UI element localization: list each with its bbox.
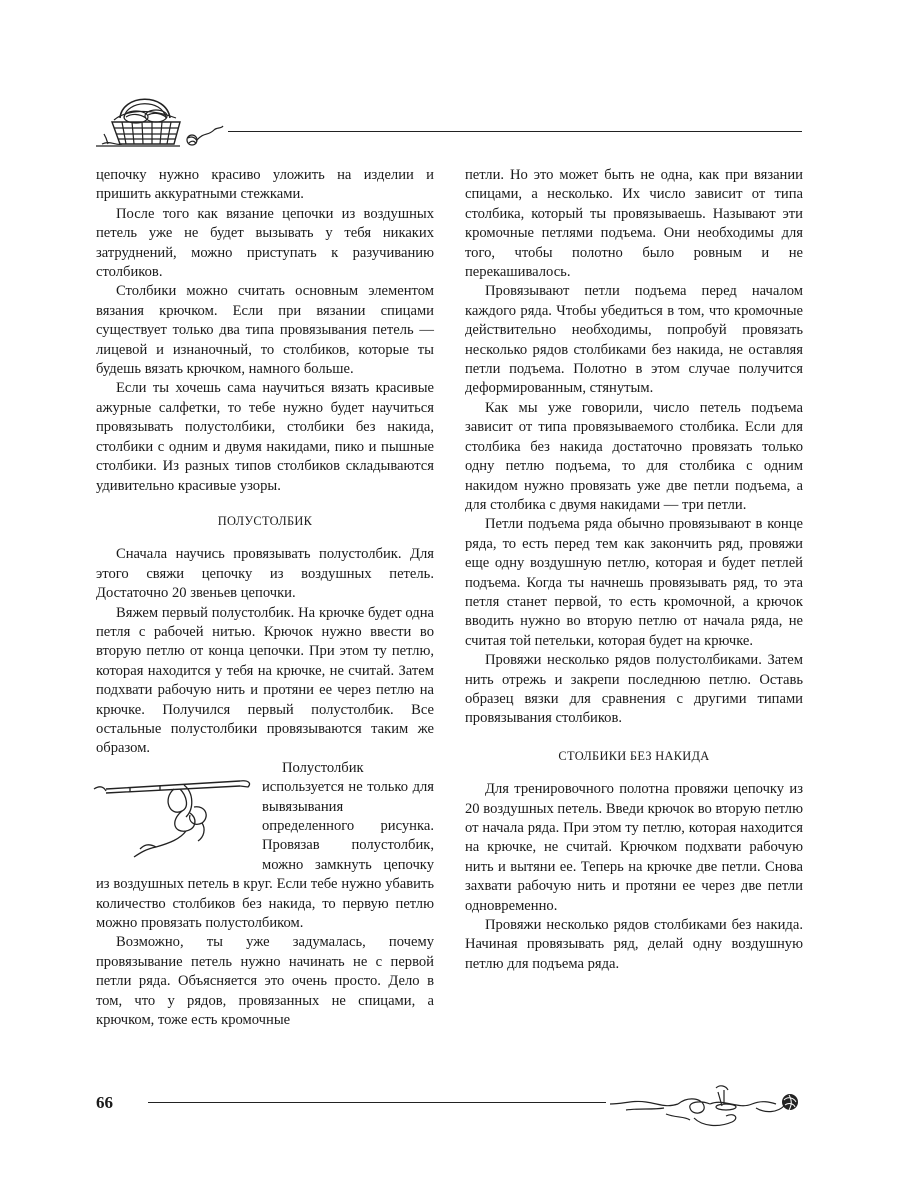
basket-icon	[96, 88, 224, 150]
paragraph: Вяжем первый полустолбик. На крючке будет одна петля с рабочей нитью. Крючок нужно ввести во вторую петлю от конца цепочки. При этом ту петлю, которая находится у тебя на крючке, не считай. Затем подхвати рабочую нить и протяни ее через петлю на крючке. Получился первый полустолбик. Все остальные полустолбики провязываются таким же образом.	[96, 604, 434, 757]
paragraph: Провяжи несколько рядов полустолбиками. Затем нить отрежь и закрепи последнюю петлю. Оставь образец вязки для сравнения с другими типами провязывания столбиков.	[465, 652, 803, 727]
paragraph: Если ты хочешь сама научиться вязать красивые ажурные салфетки, то тебе нужно будет научиться провязывать полустолбики, столбики без накида, столбики с одним и двумя накидами, пико и пышные столбики. Из разных типов столбиков складываются удивительно красивые узоры.	[96, 380, 434, 494]
paragraph: петли. Но это может быть не одна, как при вязании спицами, а несколько. Их число зависит от типа столбика, который ты провязываешь. Называют эти кромочные петлями подъема. Они необходимы для того, чтобы полотно было ровным и не перекашивалось.	[465, 167, 803, 281]
footer-rule	[148, 1102, 606, 1103]
header-rule	[228, 131, 802, 132]
paragraph: Возможно, ты уже задумалась, почему провязывание петель нужно начинать не с первой петли ряда. Объясняется это очень просто. Дело в том, что у рядов, провязанных не спицами, а крючком, тоже есть кромочные	[96, 934, 434, 1029]
section-heading-single-crochet: СТОЛБИКИ БЕЗ НАКИДА	[558, 748, 710, 763]
yarn-ball-ornament-icon	[606, 1074, 808, 1132]
paragraph: После того как вязание цепочки из воздушных петель уже не будет вызывать у тебя никаких затруднений, можно приступать к разучиванию столбиков.	[96, 205, 434, 281]
paragraph: Как мы уже говорили, число петель подъема зависит от типа провязываемого столбика. Если для столбика без накида достаточно провязать только одну петлю подъема, то для столбика с одним накидом нужно провязать уже две петли подъема, а для столбика с двумя накидами — три петли.	[465, 399, 803, 513]
page-number: 66	[96, 1093, 113, 1112]
paragraph: Провязывают петли подъема перед началом каждого ряда. Чтобы убедиться в том, что кромочные действительно необходимы, попробуй провязать несколько рядов столбиками без накида, не оставляя петли подъема. Полотно в этом случае получится деформированным, стянутым.	[465, 283, 803, 397]
paragraph: Для тренировочного полотна провяжи цепочку из 20 воздушных петель. Введи крючок во вторую петлю от начала ряда. При этом ту петлю, которая находится на крючке, не считай. Крючком подхвати рабочую нить и вытяни ее. Теперь на крючке две петли. Снова захвати рабочую нить и протяни ее через две петли одновременно.	[465, 781, 803, 914]
paragraph: Столбики можно считать основным элементом вязания крючком. Если при вязании спицами существует только два типа провязывания петель — лицевой и изнаночный, то столбиков, которые ты будешь вязать крючком, намного больше.	[96, 283, 434, 378]
paragraph	[96, 759, 434, 934]
left-column	[96, 166, 434, 1030]
paragraph: Провяжи несколько рядов столбиками без накида. Начиная провязывать ряд, делай одну воздушную петлю для подъема ряда.	[465, 917, 803, 972]
right-column	[465, 166, 803, 974]
crochet-hook-icon	[90, 759, 258, 859]
crochet-hook-illustration	[90, 759, 258, 859]
section-heading-half-stitch: ПОЛУСТОЛБИК	[217, 513, 313, 528]
paragraph: цепочку нужно красиво уложить на изделии и пришить аккуратными стежками.	[96, 167, 434, 203]
paragraph: Петли подъема ряда обычно провязывают в конце ряда, то есть перед тем как закончить ряд, провяжи еще одну воздушную петлю, которая и будет петлей подъема. Когда ты начнешь провязывать ряд, то эта петля станет первой, то есть кромочной, а крючок вводить нужно во вторую петлю от начала ряда, не считая той петельки, которая будет на крючке.	[465, 516, 803, 649]
paragraph-text: Полустолбик используется не только для вывязывания определенного рисунка. Провязав полустолбик, можно замкнуть цепочку из воздушных петель в круг. Если тебе нужно убавить количество столбиков без накида, то первую петлю можно провязать полустолбиком.	[96, 759, 434, 932]
paragraph: Сначала научись провязывать полустолбик. Для этого свяжи цепочку из воздушных петель. Достаточно 20 звеньев цепочки.	[96, 546, 434, 602]
